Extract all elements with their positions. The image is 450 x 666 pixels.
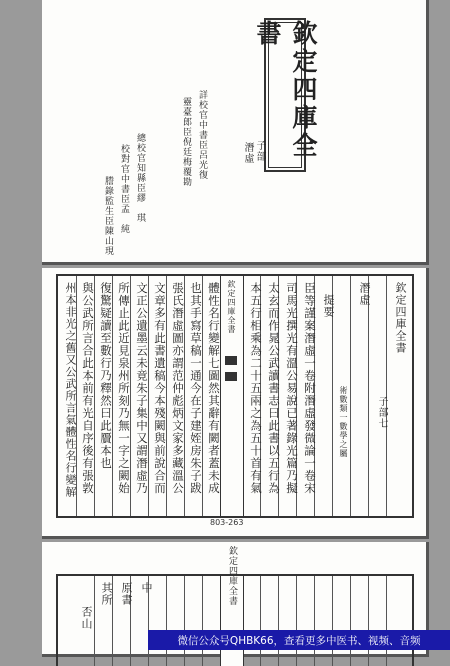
- col-12: 張氏潛虛圖亦謂范仲彪炳文家多藏溫公: [171, 282, 185, 495]
- col-16: 復驚疑讀至數行乃釋然曰此贗本也: [99, 282, 113, 470]
- col-13: 文章多有此書遺稿今本殘闕與前說合而: [153, 282, 167, 495]
- book-title: 欽定四庫全書: [253, 20, 318, 160]
- page-number: 803-263: [210, 518, 244, 527]
- col-15: 所傳止此近見泉州所刻乃無一字之闕始: [117, 282, 131, 495]
- col-4: 術數類一數學之屬: [339, 386, 348, 458]
- partial-line-4: 否山: [80, 606, 93, 630]
- official-line-3: 總校官知縣臣繆 琪: [135, 133, 145, 223]
- official-line-2: 靈臺郎臣倪廷梅覆勘: [181, 97, 191, 187]
- next-page-header: 欽定四庫全書: [227, 546, 237, 606]
- col-17: 與公武所言合此本前有光自序後有張敦: [81, 282, 95, 495]
- col-3: 潛虛: [358, 282, 371, 306]
- watermark-banner: 微信公众号QHBK66，查看更多中医书、视频、音频: [148, 630, 450, 650]
- official-line-4: 校對官中書臣孟 純: [119, 144, 129, 234]
- fold-title: 欽定四庫全書: [227, 280, 236, 334]
- category-label: 子部: [254, 140, 265, 162]
- col-2: 子部七: [376, 396, 387, 429]
- text-page: [42, 268, 429, 539]
- col-5: 提要: [322, 294, 335, 318]
- col-18: 州本非光之舊又公武所言氣體性名行變解: [64, 282, 77, 498]
- col-14: 文正公遺墨云未竟朱子集中又謂潛虛乃: [135, 282, 149, 495]
- center-fold: [220, 276, 244, 516]
- cover-page: [42, 0, 429, 265]
- col-11: 也其手寫草稿一通今在子建姪房朱子跋: [189, 282, 203, 495]
- col-6: 臣等謹案潛虛一卷附潛虛發微論一卷宋: [303, 282, 317, 495]
- book-name: 潛虛: [242, 142, 253, 164]
- col-8: 太玄而作晁公武讀書志曰此書以五行為: [267, 282, 281, 495]
- official-line-5: 謄錄監生臣陳山現: [103, 176, 113, 256]
- col-7: 司馬光撰光有溫公易說已著錄光篇乃擬: [285, 282, 299, 495]
- col-10: 體性名行變解七圖然其辭有闕者蓋未成: [207, 282, 221, 495]
- col-9: 本五行相乘為二十五兩之為五十首有氣: [249, 282, 263, 495]
- col-1: 欽定四庫全書: [394, 282, 407, 354]
- partial-line-3: 其所: [100, 582, 113, 606]
- fold-mark-bottom: [225, 372, 237, 381]
- official-line-1: 詳校官中書臣呂光復: [197, 90, 207, 180]
- fold-mark-top: [225, 356, 237, 365]
- partial-line-2: 原書: [120, 582, 133, 606]
- partial-line-1: 中: [140, 582, 153, 594]
- text-frame: [56, 274, 414, 518]
